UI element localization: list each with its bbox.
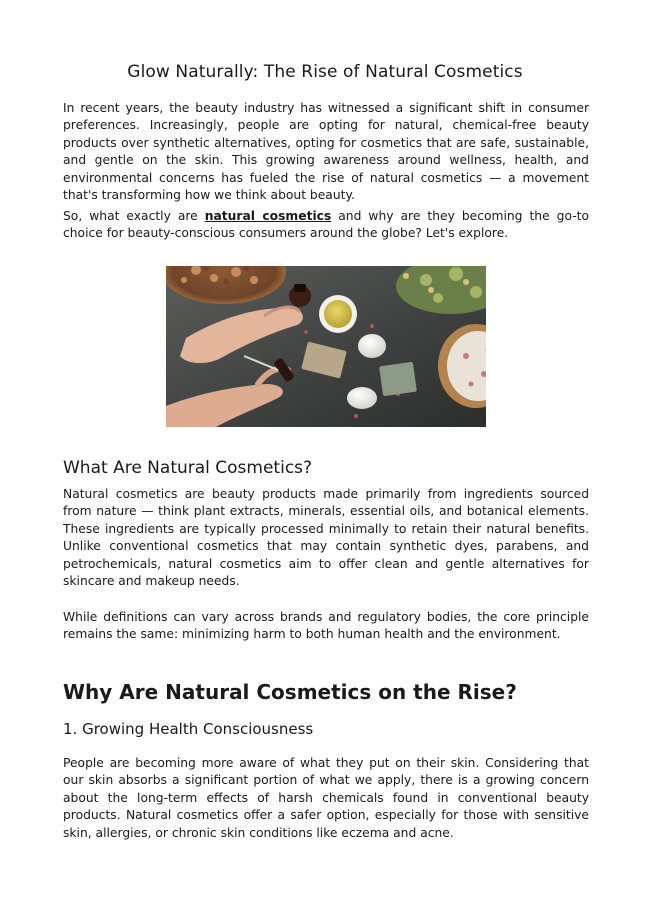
what-paragraph-1: Natural cosmetics are beauty products made primarily from ingredients sourced from nature — think plant extracts, minerals, essential oils, and botanical elements. These ingredients are typically processed minimally to retain their natural benefits. Unlike conventional cosmetics that may contain synthetic dyes, parabens, and petrochemicals, natural cosmetics aim to offer clean and gentle alternatives for skincare and makeup needs. — [63, 487, 589, 589]
natural-cosmetics-photo — [166, 266, 486, 427]
intro-question-lead: So, what exactly are — [63, 209, 205, 223]
section-heading-what: What Are Natural Cosmetics? — [63, 458, 313, 478]
intro-question-paragraph — [63, 208, 589, 243]
section-heading-why: Why Are Natural Cosmetics on the Rise? — [63, 680, 517, 704]
subheading-health-consciousness: 1. Growing Health Consciousness — [63, 720, 314, 738]
health-paragraph: People are becoming more aware of what they put on their skin. Considering that our skin absorbs a significant portion of what we apply, there is a growing concern about the long-term effects of harsh chemicals found in conventional beauty products. Natural cosmetics offer a safer option, especially for those with sensitive skin, allergies, or chronic skin conditions like eczema and acne. — [63, 756, 589, 840]
natural-cosmetics-link[interactable]: natural cosmetics — [204, 209, 332, 223]
intro-question-tail: and why are they becoming the go-to choice for beauty-conscious consumers around the globe? Let's explore. — [63, 209, 589, 241]
article-title: Glow Naturally: The Rise of Natural Cosmetics — [127, 62, 523, 82]
intro-paragraph: In recent years, the beauty industry has witnessed a significant shift in consumer preferences. Increasingly, people are opting for natural, chemical-free beauty products over synthetic alternatives, opting for cosmetics that are safe, sustainable, and gentle on the skin. This growing awareness around wellness, health, and environmental concerns has fueled the rise of natural cosmetics — a movement that's transforming how we think about beauty. — [63, 101, 589, 203]
what-paragraph-2: While definitions can vary across brands and regulatory bodies, the core principle remains the same: minimizing harm to both human health and the environment. — [63, 610, 589, 642]
